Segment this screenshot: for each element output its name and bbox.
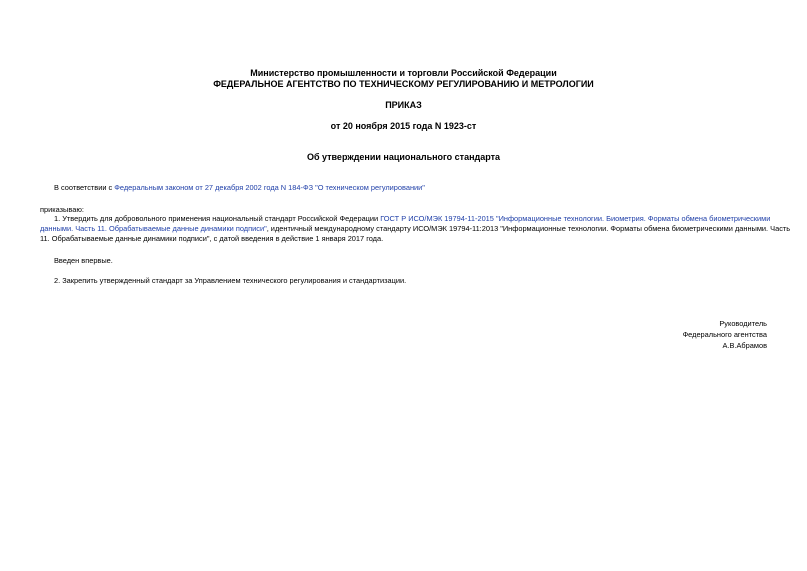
agency-title: ФЕДЕРАЛЬНОЕ АГЕНТСТВО ПО ТЕХНИЧЕСКОМУ РЕГУЛИРОВАНИЮ И МЕТРОЛОГИИ — [213, 79, 594, 89]
gost-link-part2[interactable]: данными. Часть 11. Обрабатываемые данные динамики подписи" — [40, 224, 267, 233]
document-date: от 20 ноября 2015 года N 1923-ст — [330, 121, 477, 131]
federal-law-link[interactable]: Федеральным законом от 27 декабря 2002 года N 184-ФЗ "О техническом регулировании" — [114, 183, 425, 192]
signature-name: А.В.Абрамов — [722, 341, 767, 350]
signature-position-line2: Федерального агентства — [682, 330, 767, 339]
item1-line1 — [54, 214, 770, 224]
item1-prefix: 1. Утвердить для добровольного применения национальный стандарт Российской Федерации — [54, 214, 381, 223]
signature-position-line1: Руководитель — [719, 319, 767, 328]
basis-paragraph — [54, 183, 425, 193]
item2-paragraph: 2. Закрепить утвержденный стандарт за Управлением технического регулирования и стандартизации. — [54, 276, 407, 285]
item1-line3: 11. Обрабатываемые данные динамики подписи", с датой введения в действие 1 января 2017 года. — [40, 234, 384, 243]
document-type: ПРИКАЗ — [385, 100, 422, 110]
order-word: приказываю: — [40, 205, 84, 214]
item1-line2 — [40, 224, 790, 234]
document-subject: Об утверждении национального стандарта — [306, 152, 501, 162]
basis-prefix: В соответствии с — [54, 183, 115, 192]
item1-suffix: , идентичный международному стандарту ИСО/МЭК 19794-11:2013 "Информационные технологии. Форматы обмена биометрическими данными. Часть — [266, 224, 791, 233]
ministry-title: Министерство промышленности и торговли Российской Федерации — [250, 68, 557, 78]
introduced-note: Введен впервые. — [54, 256, 113, 265]
gost-link-part1[interactable]: ГОСТ Р ИСО/МЭК 19794-11-2015 "Информационные технологии. Биометрия. Форматы обмена биометрическими — [380, 214, 771, 223]
